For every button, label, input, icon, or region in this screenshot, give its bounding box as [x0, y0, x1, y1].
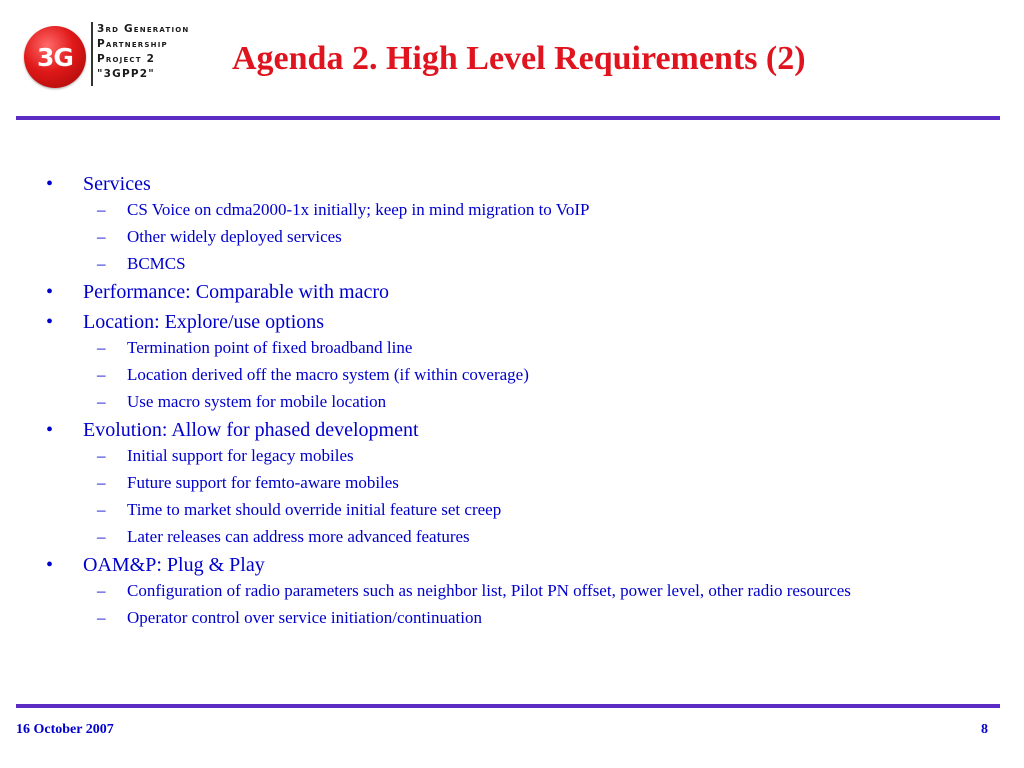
sub-bullet-text: BCMCS [127, 254, 186, 273]
dash-icon: – [97, 446, 106, 465]
dash-icon: – [97, 338, 106, 357]
logo-separator [91, 22, 93, 86]
bullet-dot-icon: • [46, 554, 54, 576]
sub-bullet-text: CS Voice on cdma2000-1x initially; keep in mind migration to VoIP [127, 200, 590, 219]
sub-bullet-text: Later releases can address more advanced features [127, 527, 470, 546]
sub-bullet-list [83, 446, 976, 547]
dash-icon: – [97, 200, 106, 219]
bullet-dot-icon: • [46, 419, 54, 441]
sub-bullet-text: Future support for femto-aware mobiles [127, 473, 399, 492]
dash-icon: – [97, 227, 106, 246]
sub-bullet-item [83, 254, 976, 274]
bullet-text: Evolution: Allow for phased development [83, 419, 419, 441]
page-number: 8 [981, 722, 988, 737]
sub-bullet-text: Location derived off the macro system (if within coverage) [127, 365, 529, 384]
sub-bullet-text: Termination point of fixed broadband line [127, 338, 413, 357]
bullet-text: Services [83, 173, 151, 195]
bullet-item [46, 553, 976, 628]
3gpp2-logo [24, 20, 234, 86]
footer-date: 16 October 2007 [16, 722, 114, 737]
sub-bullet-text: Use macro system for mobile location [127, 392, 387, 411]
logo-line: Project 2 [97, 53, 156, 65]
dash-icon: – [97, 500, 106, 519]
sub-bullet-list [83, 200, 976, 274]
sub-bullet-list [83, 581, 976, 628]
sub-bullet-list [83, 338, 976, 412]
dash-icon: – [97, 527, 106, 546]
sub-bullet-text: Initial support for legacy mobiles [127, 446, 354, 465]
bullet-item [46, 172, 976, 274]
dash-icon: – [97, 392, 106, 411]
bullet-list [46, 172, 976, 628]
bullet-item [46, 418, 976, 547]
sub-bullet-text: Configuration of radio parameters such as neighbor list, Pilot PN offset, power level, other radio resources [127, 581, 851, 600]
slide-title: Agenda 2. High Level Requirements (2) [232, 40, 806, 77]
sub-bullet-item [83, 365, 976, 385]
sub-bullet-item [83, 392, 976, 412]
sub-bullet-text: Operator control over service initiation/continuation [127, 608, 482, 627]
sub-bullet-text: Time to market should override initial feature set creep [127, 500, 502, 519]
top-divider [16, 116, 1000, 120]
logo-line: "3GPP2" [97, 68, 155, 80]
sub-bullet-item [83, 446, 976, 466]
bullet-dot-icon: • [46, 281, 54, 303]
logo-text [97, 22, 189, 82]
bullet-dot-icon: • [46, 173, 54, 195]
bottom-divider [16, 704, 1000, 708]
sub-bullet-item [83, 200, 976, 220]
bullet-dot-icon: • [46, 311, 54, 333]
logo-line: Partnership [97, 38, 168, 50]
bullet-item [46, 310, 976, 412]
logo-line: 3rd Generation [97, 23, 190, 35]
sub-bullet-item [83, 527, 976, 547]
sub-bullet-item [83, 581, 976, 601]
bullet-text: Performance: Comparable with macro [83, 281, 389, 303]
bullet-item [46, 280, 976, 304]
dash-icon: – [97, 581, 106, 600]
logo-mark: 3G [37, 42, 73, 72]
dash-icon: – [97, 254, 106, 273]
bullet-text: OAM&P: Plug & Play [83, 554, 265, 576]
dash-icon: – [97, 365, 106, 384]
dash-icon: – [97, 473, 106, 492]
sub-bullet-item [83, 227, 976, 247]
sub-bullet-item [83, 338, 976, 358]
bullet-text: Location: Explore/use options [83, 311, 325, 333]
sub-bullet-text: Other widely deployed services [127, 227, 342, 246]
sub-bullet-item [83, 500, 976, 520]
sub-bullet-item [83, 473, 976, 493]
dash-icon: – [97, 608, 106, 627]
sub-bullet-item [83, 608, 976, 628]
